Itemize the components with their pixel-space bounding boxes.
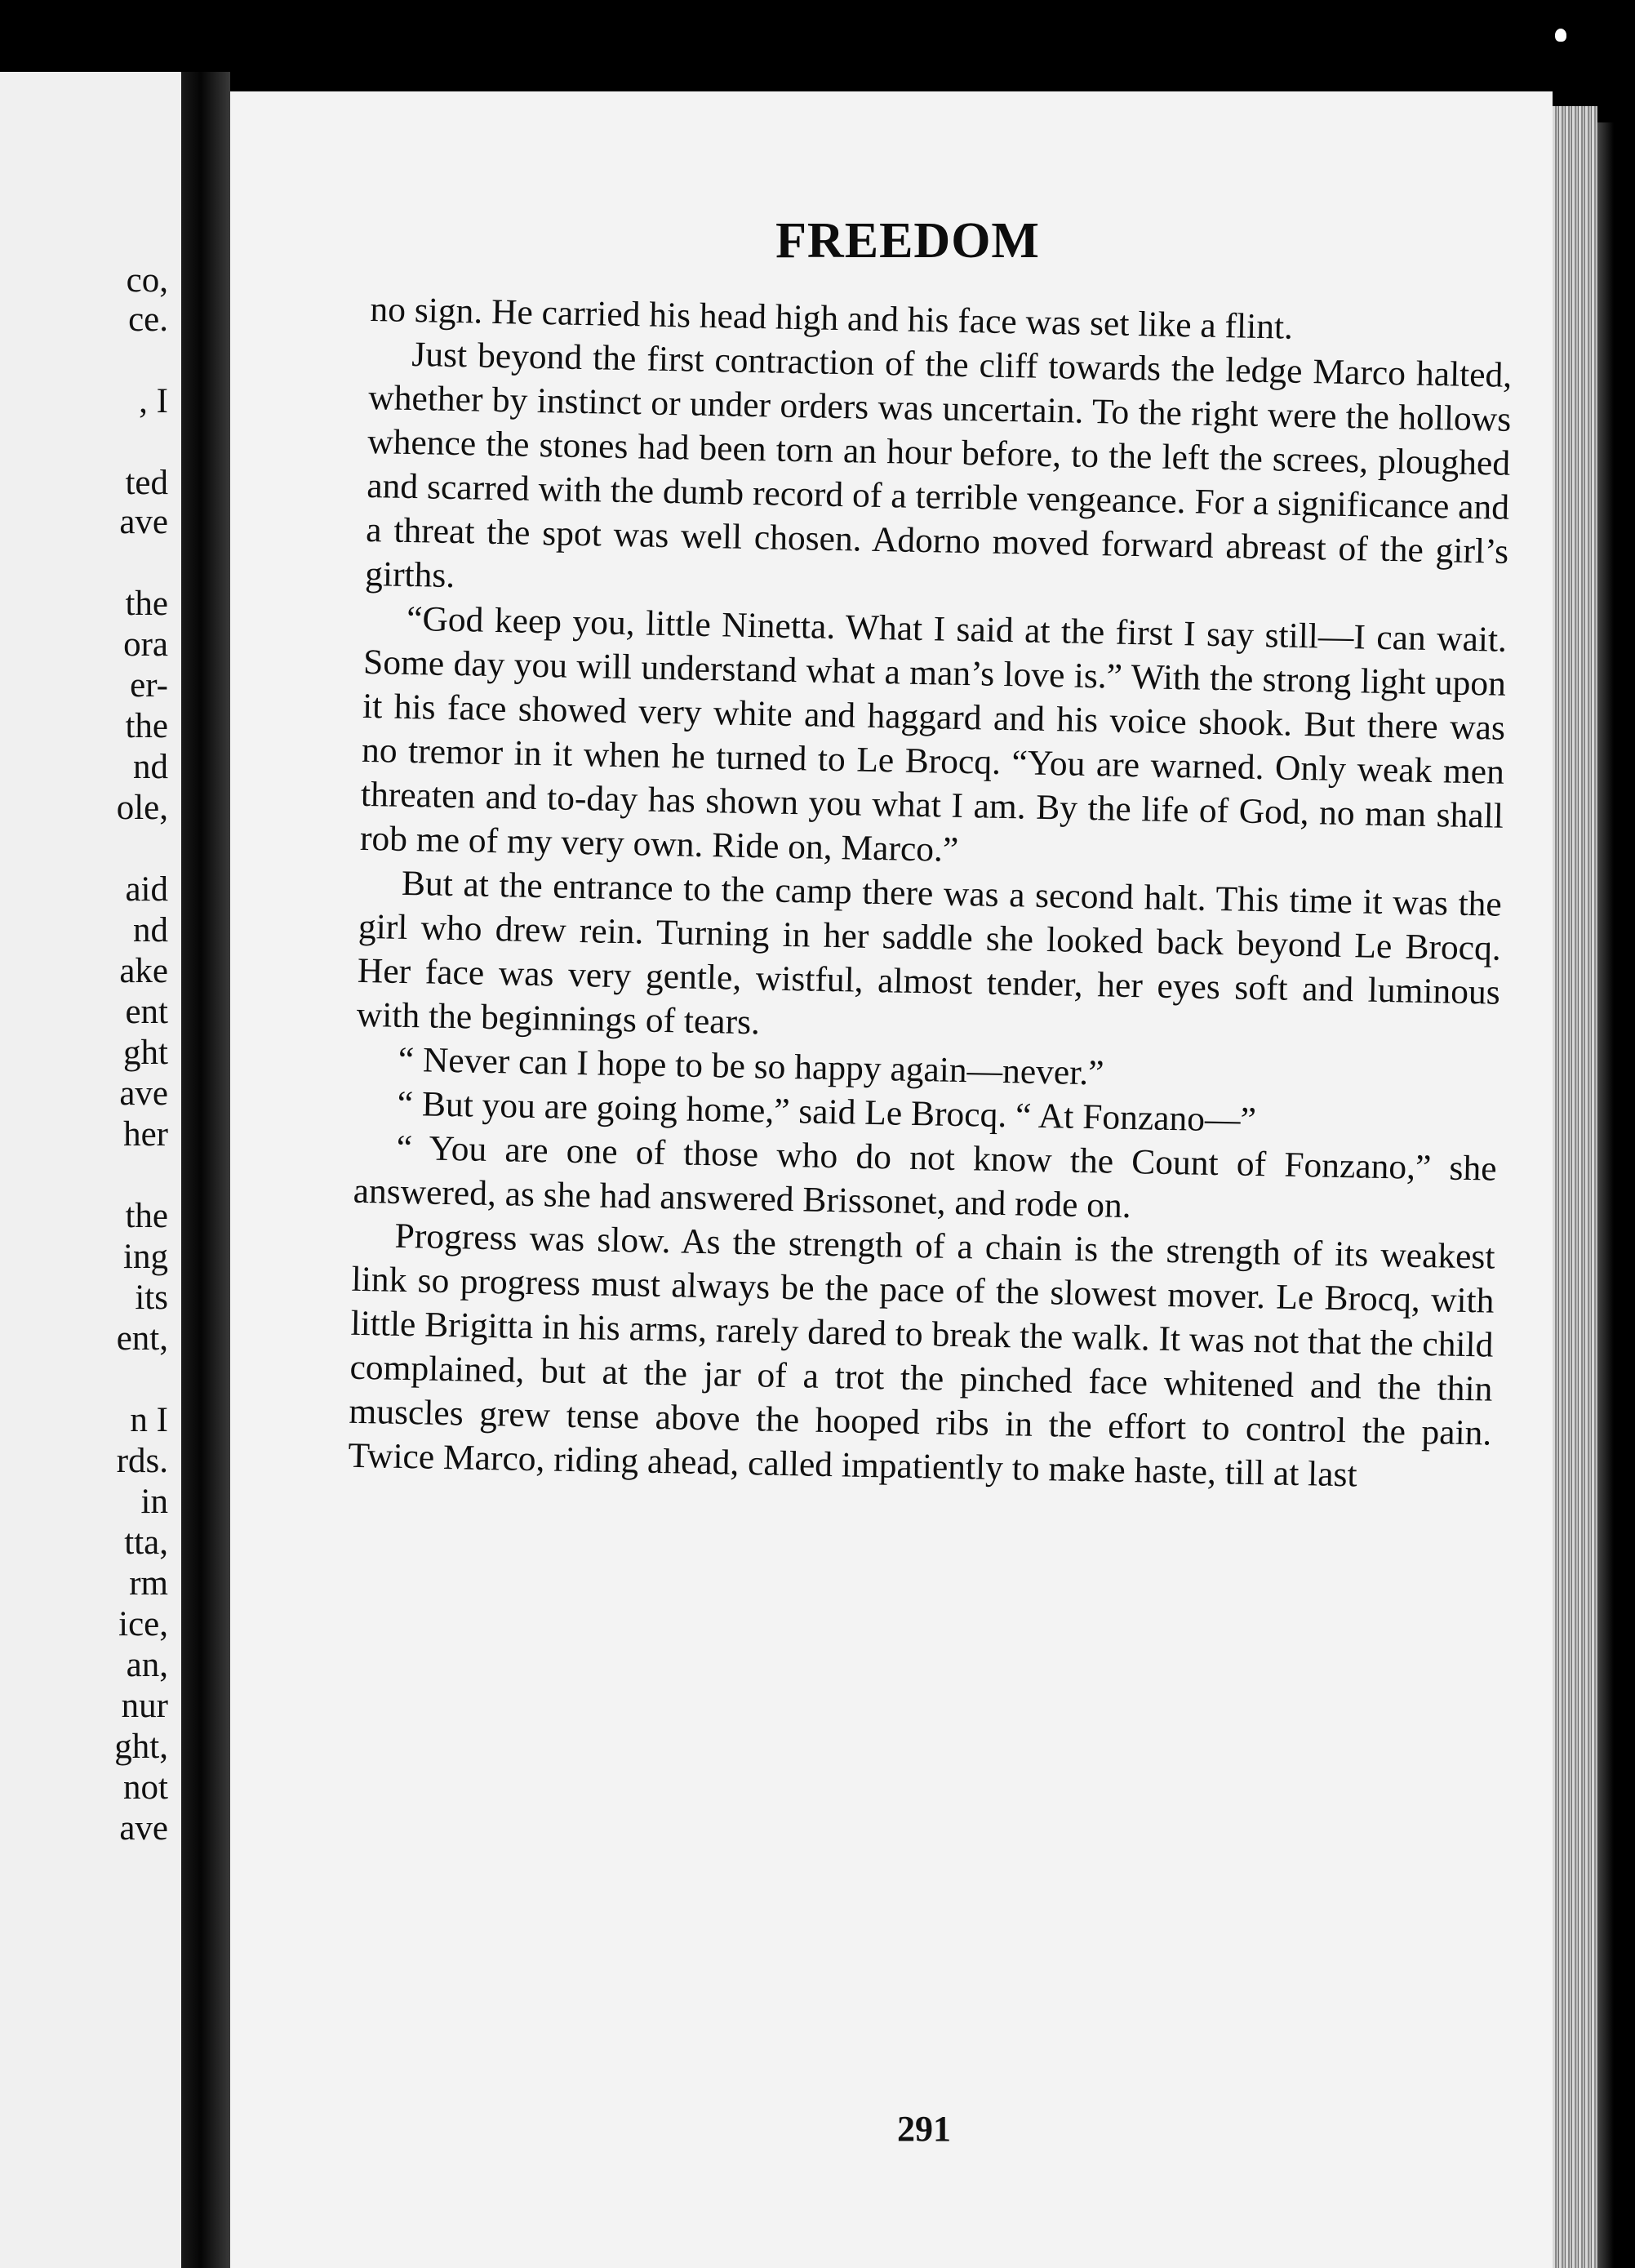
facing-page-line-fragment: co,: [126, 261, 168, 300]
facing-page-line-fragment: ght: [123, 1034, 168, 1072]
paragraph: “ You are one of those who do not know the Count of Fonzano,” she answered, as she had answered Brissonet, and rode on.: [353, 1127, 1497, 1226]
facing-page-line-fragment: nd: [133, 911, 168, 949]
book-page: [230, 91, 1553, 2268]
paragraph: “ Never can I hope to be so happy again—never.”: [398, 1039, 1104, 1093]
page-edge-stack: [1553, 106, 1597, 2268]
facing-page-line-fragment: its: [135, 1279, 168, 1317]
paragraph: Progress was slow. As the strength of a chain is the strength of its weakest link so progress must always be the pace of the slowest mover. Le Brocq, with little Brigitta in his arms, rarely dared to break the walk. It was not that the child complained, but at the jar of a trot the pinched face whitened and the thin muscles grew tense above the hooped ribs in the effort to control the pain. Twice Marco, riding ahead, called impatiently to make haste, till at last: [348, 1216, 1495, 1495]
facing-page-line-fragment: , I: [139, 382, 168, 420]
page-number: 291: [897, 2109, 951, 2149]
paragraph: “God keep you, little Ninetta. What I said at the first I say still—I can wait. Some day you will understand what a man’s love is.” With the strong light upon it his face showed very white and haggard and his voice shook. But there was no tremor in it when he turned to Le Brocq. “You are warned. Only weak men threaten and to-day has shown you what I am. By the life of God, no man shall rob me of my very own. Ride on, Marco.”: [359, 598, 1508, 869]
facing-page-line-fragment: an,: [126, 1646, 168, 1684]
facing-page-line-fragment: the: [125, 585, 168, 623]
facing-page-line-fragment: the: [125, 707, 168, 745]
facing-page-line-fragment: not: [123, 1768, 168, 1807]
facing-page-line-fragment: the: [125, 1197, 168, 1235]
facing-page-line-fragment: ora: [123, 625, 168, 664]
scan-dust-speck: [1555, 29, 1566, 42]
facing-page-line-fragment: ght,: [114, 1728, 168, 1766]
facing-page-line-fragment: rm: [129, 1564, 168, 1603]
facing-page-line-fragment: aid: [125, 870, 168, 909]
facing-page-line-fragment: her: [123, 1115, 168, 1154]
facing-page-line-fragment: nd: [133, 748, 168, 786]
facing-page-line-fragment: n I: [130, 1401, 168, 1439]
facing-page-line-fragment: ole,: [116, 789, 168, 827]
facing-page-line-fragment: ent: [125, 993, 168, 1031]
facing-page-line-fragment: ave: [119, 1809, 168, 1848]
facing-page-line-fragment: ake: [119, 952, 168, 990]
running-header: FREEDOM: [775, 213, 1040, 269]
facing-page-line-fragment: ave: [119, 1074, 168, 1113]
paragraph: “ But you are going home,” said Le Brocq. “ At Fonzano—”: [397, 1083, 1257, 1141]
facing-page-line-fragment: er-: [130, 666, 168, 705]
facing-page-line-fragment: ted: [125, 464, 168, 502]
facing-page-line-fragment: ave: [119, 503, 168, 541]
paragraph: no sign. He carried his head high and his face was set like a flint.: [370, 289, 1294, 347]
facing-page-line-fragment: in: [140, 1483, 168, 1521]
facing-page-line-fragment: ice,: [118, 1605, 168, 1643]
paragraph: Just beyond the first contraction of the cliff towards the ledge Marco halted, whether by instinct or under orders was uncertain. To the right were the hollows whence the stones had been torn an hour before, to the left the screes, ploughed and scarred with the dumb record of a terrible vengeance. For a significance and a threat the spot was well chosen. Adorno moved forward abreast of the girl’s girths.: [364, 334, 1513, 596]
facing-page-line-fragment: rds.: [116, 1442, 168, 1480]
facing-page-line-fragment: ent,: [116, 1319, 168, 1358]
facing-page-line-fragment: nur: [121, 1687, 168, 1725]
book-gutter: [181, 72, 230, 2268]
facing-page-line-fragment: tta,: [124, 1523, 168, 1562]
page-body-text: [348, 287, 1513, 1500]
paragraph: But at the entrance to the camp there was a second halt. This time it was the girl who drew rein. Turning in her saddle she looked back beyond Le Brocq. Her face was very gentle, wistful, almost tender, her eyes soft and luminous with the beginnings of tears.: [356, 863, 1503, 1043]
facing-page-line-fragment: ce.: [128, 300, 168, 339]
facing-page-line-fragment: ing: [123, 1238, 168, 1276]
facing-page-fragment: [0, 72, 181, 2268]
page-edge-shadow: [1597, 122, 1614, 2268]
